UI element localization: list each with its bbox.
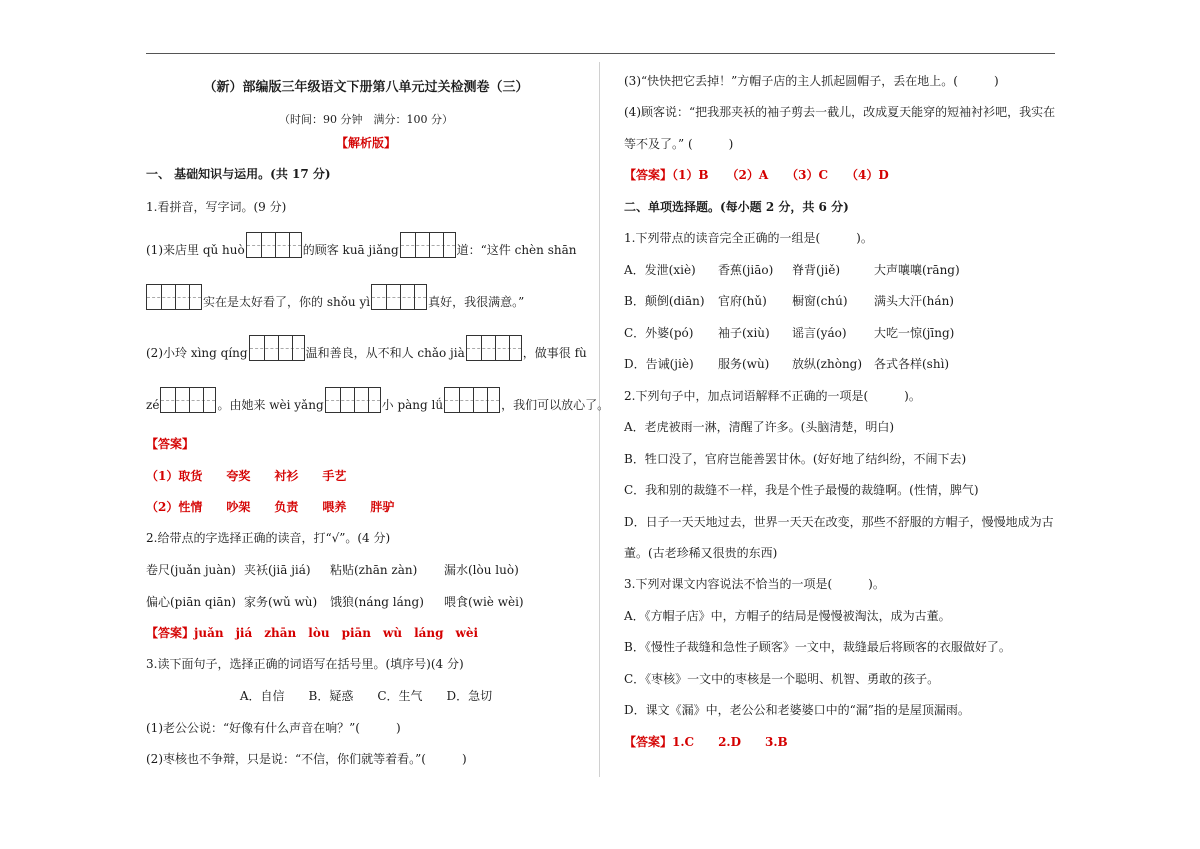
- writing-grid[interactable]: [325, 387, 381, 413]
- m2-option-d-2: 董。(古老珍稀又很贵的东西): [624, 546, 778, 560]
- q1-text-4d: ，我们可以放心了。: [501, 398, 610, 412]
- section2-heading: 二、单项选择题。(每小题 2 分，共 6 分): [624, 200, 849, 214]
- q3-sentence-2: (2)枣核也不争辩，只是说：“不信，你们就等着看。”( ): [146, 752, 467, 766]
- writing-grid[interactable]: [146, 284, 202, 310]
- q3-sentence-4b: 等不及了。” ( ): [624, 137, 734, 151]
- top-rule: [146, 53, 1055, 54]
- page-title: （新）部编版三年级语文下册第八单元过关检测卷（三）: [203, 80, 529, 95]
- section2-answer: 【答案】1.C 2.D 3.B: [624, 735, 788, 749]
- q1-answer-1: （1）取货 夸奖 衬衫 手艺: [146, 469, 347, 483]
- q1-text-1b: 的顾客 kuā jiǎng: [302, 243, 399, 257]
- m1-option-d: [624, 356, 949, 372]
- writing-grid[interactable]: [160, 387, 216, 413]
- m3-option-a: A．《方帽子店》中，方帽子的结局是慢慢被淘汰，成为古董。: [624, 609, 951, 623]
- m2-option-d-1: D．日子一天天地过去，世界一天天在改变，那些不舒服的方帽子，慢慢地成为古: [624, 515, 1054, 529]
- m3-option-d: D．课文《漏》中，老公公和老婆婆口中的“漏”指的是屋顶漏雨。: [624, 703, 970, 717]
- q2-item: 喂食(wiè wèi): [444, 595, 524, 609]
- q2-item: 漏水(lòu luò): [444, 563, 519, 577]
- q2-row1: [146, 562, 519, 578]
- writing-grid[interactable]: [466, 335, 522, 361]
- writing-grid[interactable]: [400, 232, 456, 258]
- q2-item: 偏心(piān qiān): [146, 595, 236, 609]
- m2-option-b: B．牲口没了，官府岂能善罢甘休。(好好地了结纠纷，不闹下去): [624, 452, 967, 466]
- q1-text-4a: zé: [146, 398, 160, 412]
- m1-item: 放纵(zhòng): [792, 357, 863, 371]
- q3-answer: 【答案】（1）B （2）A （3）C （4）D: [624, 168, 889, 182]
- m2-prompt: 2.下列句子中，加点词语解释不正确的一项是( )。: [624, 389, 921, 403]
- q1-text-3a: (2)小玲 xìng qíng: [146, 346, 248, 360]
- m1-item: C．外婆(pó): [624, 326, 694, 340]
- q1-answer-2: （2）性情 吵架 负责 喂养 胖驴: [146, 500, 395, 514]
- m1-option-b: [624, 293, 954, 309]
- q1-text-1c: 道：“这件 chèn shān: [456, 243, 577, 257]
- q1-answer-label: 【答案】: [146, 437, 195, 451]
- q1-line4: [146, 387, 609, 413]
- q2-item: 家务(wǔ wù): [244, 595, 318, 609]
- q3-sentence-3: (3)“快快把它丢掉！”方帽子店的主人抓起圆帽子，丢在地上。( ): [624, 74, 999, 88]
- q1-text-3c: ，做事很 fù: [522, 346, 587, 360]
- m1-item: 橱窗(chú): [792, 294, 848, 308]
- writing-grid[interactable]: [371, 284, 427, 310]
- q1-prompt: 1.看拼音，写字词。(9 分): [146, 200, 287, 214]
- q1-line1: [146, 232, 576, 258]
- m3-option-c: C．《枣核》一文中的枣核是一个聪明、机智、勇敢的孩子。: [624, 672, 940, 686]
- q3-prompt: 3.读下面句子，选择正确的词语写在括号里。(填序号)(4 分): [146, 657, 464, 671]
- q3-sentence-1: (1)老公公说：“好像有什么声音在响？”( ): [146, 721, 401, 735]
- section1-heading: 一、 基础知识与运用。(共 17 分): [146, 167, 331, 181]
- q2-prompt: 2.给带点的字选择正确的读音，打“√”。(4 分): [146, 531, 391, 545]
- m1-item: 官府(hǔ): [718, 294, 767, 308]
- q2-item: 饿狼(náng láng): [330, 595, 424, 609]
- q2-answer: 【答案】juǎn jiá zhān lòu piān wù láng wèi: [146, 626, 479, 640]
- q1-text-1a: (1)来店里 qǔ huò: [146, 243, 245, 257]
- column-divider: [599, 62, 600, 777]
- edition-label: 【解析版】: [335, 136, 396, 150]
- q2-item: 粘贴(zhān zàn): [330, 563, 418, 577]
- m3-prompt: 3.下列对课文内容说法不恰当的一项是( )。: [624, 577, 885, 591]
- q2-row2: [146, 594, 524, 610]
- writing-grid[interactable]: [444, 387, 500, 413]
- m1-item: A．发泄(xiè): [624, 263, 696, 277]
- q1-text-3b: 温和善良，从不和人 chǎo jià: [305, 346, 465, 360]
- m1-item: 大吃一惊(jīng): [874, 326, 955, 340]
- q1-text-4b: 。由她来 wèi yǎng: [217, 398, 324, 412]
- q1-text-4c: 小 pàng lǘ: [381, 398, 444, 412]
- m1-item: 各式各样(shì): [874, 357, 950, 371]
- m1-item: 大声嚷嚷(rāng): [874, 263, 960, 277]
- m1-option-c: [624, 325, 954, 341]
- m1-item: 袖子(xiù): [718, 326, 770, 340]
- writing-grid[interactable]: [246, 232, 302, 258]
- q3-sentence-4a: (4)顾客说：“把我那夹袄的袖子剪去一截儿，改成夏天能穿的短袖衬衫吧，我实在: [624, 105, 1056, 119]
- q3-options: A．自信 B．疑惑 C．生气 D．急切: [239, 689, 493, 703]
- q2-item: 夹袄(jiā jiá): [244, 563, 311, 577]
- q1-text-2b: 真好，我很满意。”: [428, 295, 525, 309]
- q1-line3: [146, 335, 587, 361]
- writing-grid[interactable]: [249, 335, 305, 361]
- m1-item: 脊背(jiě): [792, 263, 841, 277]
- m2-option-a: A．老虎被雨一淋，清醒了许多。(头脑清楚，明白): [624, 420, 895, 434]
- m1-item: 香蕉(jiāo): [718, 263, 774, 277]
- q2-item: 卷尺(juǎn juàn): [146, 563, 236, 577]
- q1-line2: [146, 284, 524, 310]
- q1-text-2a: 实在是太好看了，你的 shǒu yì: [203, 295, 371, 309]
- m1-item: 谣言(yáo): [792, 326, 847, 340]
- m1-option-a: [624, 262, 960, 278]
- m1-item: D．告诫(jiè): [624, 357, 694, 371]
- m1-item: 满头大汗(hán): [874, 294, 954, 308]
- exam-meta: （时间：90 分钟 满分：100 分）: [279, 113, 453, 126]
- m1-item: B．颠倒(diān): [624, 294, 705, 308]
- m3-option-b: B．《慢性子裁缝和急性子顾客》一文中，裁缝最后将顾客的衣服做好了。: [624, 640, 1011, 654]
- m2-option-c: C．我和别的裁缝不一样，我是个性子最慢的裁缝啊。(性情，脾气): [624, 483, 979, 497]
- m1-prompt: 1.下列带点的读音完全正确的一组是( )。: [624, 231, 873, 245]
- m1-item: 服务(wù): [718, 357, 770, 371]
